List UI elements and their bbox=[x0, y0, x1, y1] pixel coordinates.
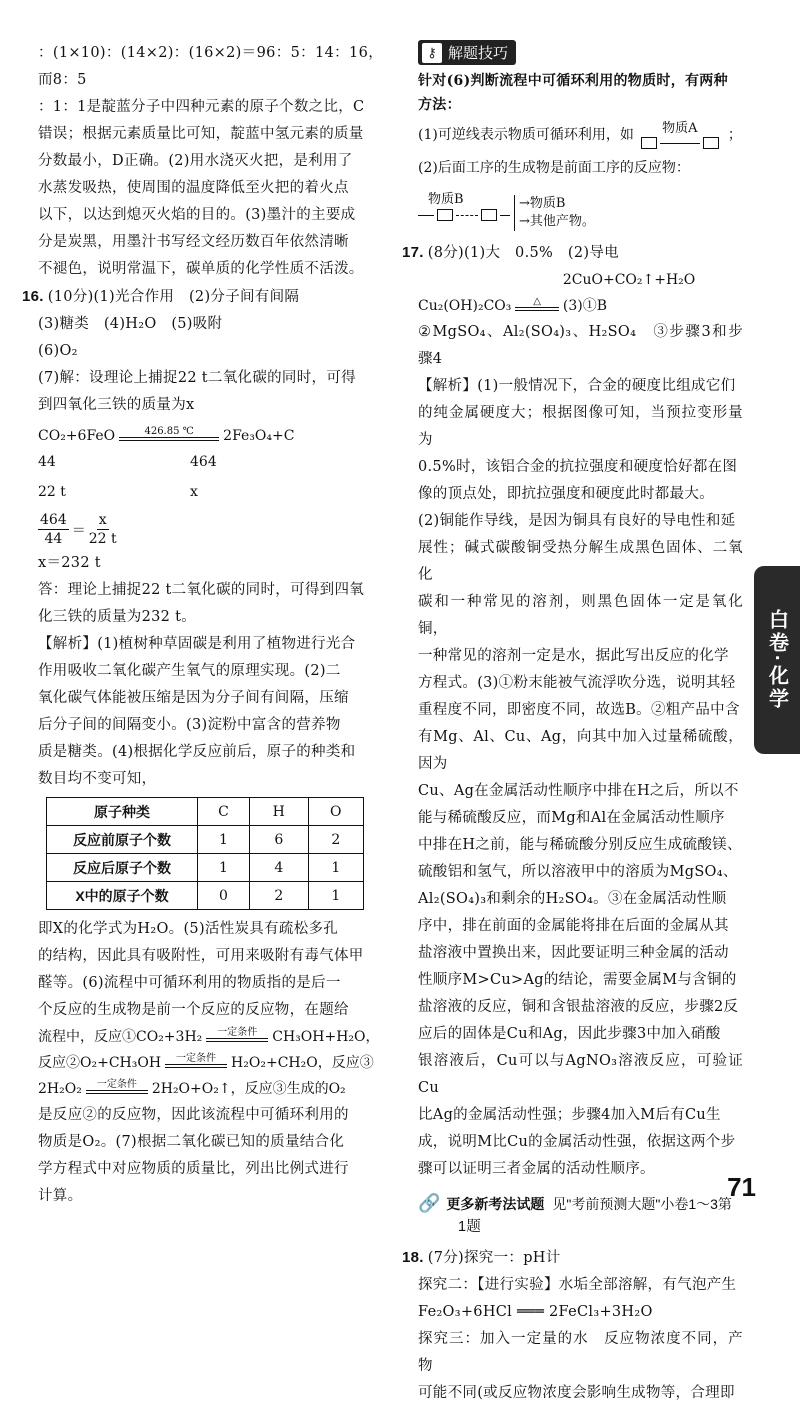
table-cell: C bbox=[198, 798, 250, 826]
q17ana-line: 的纯金属硬度大；根据图像可知，当预拉变形量为 bbox=[418, 405, 743, 448]
after-line: 醛等。(6)流程中可循环利用的物质指的是后一 bbox=[38, 975, 341, 991]
final-line: 是反应②的反应物，因此该流程中可循环利用的 bbox=[38, 1107, 349, 1123]
p1-line: 不褪色，说明常温下，碳单质的化学性质不活泼。 bbox=[38, 261, 364, 277]
ana-line: 数目均不变可知， bbox=[38, 771, 157, 787]
q17ana-line: 碳和一种常见的溶剂，则黑色固体一定是氧化铜， bbox=[418, 594, 743, 637]
table-cell: 1 bbox=[198, 854, 250, 882]
more-questions-banner[interactable]: 🔗 更多新考法试题 见"考前预测大题"小卷1～3第 bbox=[418, 1193, 732, 1213]
q17ana-line: Cu、Ag在金属活动性顺序中排在H之后，所以不 bbox=[418, 783, 739, 799]
q17ana-line: 【解析】(1)一般情况下，合金的硬度比组成它们 bbox=[418, 378, 736, 394]
after-line: 的结构，因此具有吸附性，可用来吸附有毒气体甲 bbox=[38, 948, 364, 964]
q17-analysis bbox=[418, 373, 743, 1183]
q17ana-line: 盐溶液的反应，铜和含银盐溶液的反应，步骤2反 bbox=[418, 999, 739, 1015]
q17ana-line: 像的顶点处，即抗拉强度和硬度此时都最大。 bbox=[418, 486, 714, 502]
reaction-1: 流程中，反应①CO₂+3H₂ 一定条件 CH₃OH+H₂O， bbox=[38, 1027, 380, 1045]
table-cell: 1 bbox=[308, 882, 363, 910]
q17ana-line: 应后的固体是Cu和Ag，因此步骤3中加入硝酸 bbox=[418, 1026, 721, 1042]
q16-proportion: $\frac{464}{44}$ ＝ $\frac{x}{22 t}$ bbox=[40, 512, 117, 547]
table-cell: 6 bbox=[249, 826, 308, 854]
q17-equation: Cu₂(OH)₂CO₃ △ 2CuO+CO₂↑+H₂O (3)①B bbox=[418, 272, 710, 314]
table-cell: 1 bbox=[198, 826, 250, 854]
reversible-diagram: 物质A bbox=[638, 121, 722, 149]
q18-line4: 探究三：加入一定量的水 反应物浓度不同，产物 bbox=[418, 1331, 743, 1374]
q17ana-line: 中排在H之前，能与稀硫酸分别反应生成硫酸镁、 bbox=[418, 837, 742, 853]
q17-number: 17. bbox=[402, 244, 424, 261]
table-row bbox=[47, 882, 364, 910]
q17ana-line: (2)铜能作导线，是因为铜具有良好的导电性和延 bbox=[418, 513, 736, 529]
after-line: 即X的化学式为H₂O。(5)活性炭具有疏松多孔 bbox=[38, 921, 339, 937]
q16-answer bbox=[38, 577, 383, 631]
p1-line: 以下，以达到熄灭火焰的目的。(3)墨汁的主要成 bbox=[38, 207, 356, 223]
q16-equation: CO₂+6FeO 426.85 ℃ 2Fe₃O₄+C bbox=[38, 426, 295, 444]
table-cell: 2 bbox=[249, 882, 308, 910]
table-cell: 4 bbox=[249, 854, 308, 882]
atom-count-table bbox=[46, 797, 364, 910]
q15-analysis-continued bbox=[38, 40, 383, 283]
right-column bbox=[402, 40, 743, 1407]
q16-line4: (7)解：设理论上捕捉22 t二氧化碳的同时，可得 bbox=[38, 370, 356, 386]
ana-line: 氧化碳气体能被压缩是因为分子间有间隔，压缩 bbox=[38, 690, 349, 706]
q18-line2: 探究二：【进行实验】水垢全部溶解，有气泡产生 bbox=[418, 1277, 737, 1293]
q17ana-line: Al₂(SO₄)₃和剩余的H₂SO₄。③在金属活动性顺 bbox=[418, 891, 727, 907]
final-line: 学方程式中对应物质的质量比，列出比例式进行 bbox=[38, 1161, 349, 1177]
q17ana-line: 方程式。(3)①粉末能被气流浮吹分选，说明其轻 bbox=[418, 675, 736, 691]
flow-diagram: 物质B →物质B →其他产物。 bbox=[418, 181, 743, 231]
q17ana-line: 有Mg、Al、Cu、Ag，向其中加入过量稀硫酸，因为 bbox=[418, 729, 743, 772]
after-line: 个反应的生成物是前一个反应的反应物，在题给 bbox=[38, 1002, 349, 1018]
q16-given-row: 22 t x bbox=[38, 484, 198, 500]
q16-line3: (6)O₂ bbox=[38, 343, 78, 359]
table-cell: 1 bbox=[308, 854, 363, 882]
ana-line: 作用吸收二氧化碳产生氧气的原理实现。(2)二 bbox=[38, 663, 341, 679]
tipintro-line: 针对(6)判断流程中可循环利用的物质时，有两种 bbox=[418, 73, 728, 89]
q17ana-line: 0.5%时，该铝合金的抗拉强度和硬度恰好都在图 bbox=[418, 459, 738, 475]
table-cell: O bbox=[308, 798, 363, 826]
q16-result: x＝232 t bbox=[38, 555, 101, 571]
q17ana-line: 重程度不同，即密度不同，故选B。②粗产品中含 bbox=[418, 702, 740, 718]
table-cell: 反应前原子个数 bbox=[47, 826, 198, 854]
q16-analysis bbox=[38, 631, 383, 793]
q17ana-line: 性顺序M>Cu>Ag的结论，需要金属M与含铜的 bbox=[418, 972, 737, 988]
ans-line: 化三铁的质量为232 t。 bbox=[38, 609, 197, 625]
q16-number: 16. bbox=[22, 288, 44, 305]
p1-line: ：1：1是靛蓝分子中四种元素的原子个数之比，C bbox=[38, 99, 365, 115]
reaction-2: 反应②O₂+CH₃OH 一定条件 H₂O₂+CH₂O，反应③ bbox=[38, 1053, 374, 1071]
q17ana-line: 骤可以证明三者金属的活动性顺序。 bbox=[418, 1161, 655, 1177]
q17ana-line: 一种常见的溶剂一定是水，据此写出反应的化学 bbox=[418, 648, 729, 664]
q18-equation: Fe₂O₃+6HCl ═══ 2FeCl₃+3H₂O bbox=[418, 1304, 653, 1320]
ana-line: 【解析】(1)植树种草固碳是利用了植物进行光合 bbox=[38, 636, 356, 652]
reaction-3: 2H₂O₂ 一定条件 2H₂O+O₂↑，反应③生成的O₂ bbox=[38, 1079, 346, 1097]
table-cell: 0 bbox=[198, 882, 250, 910]
q17ana-line: 展性；碱式碳酸铜受热分解生成黑色固体、二氧化 bbox=[418, 540, 743, 583]
q18-line5: 可能不同(或反应物浓度会影响生成物等，合理即 bbox=[418, 1385, 735, 1401]
tip-header bbox=[418, 40, 516, 65]
p1-line: 分是炭黑，用墨汁书写经文经历数百年依然清晰 bbox=[38, 234, 349, 250]
final-line: 物质是O₂。(7)根据二氧化碳已知的质量结合化 bbox=[38, 1134, 345, 1150]
ans-line: 答：理论上捕捉22 t二氧化碳的同时，可得到四氧 bbox=[38, 582, 365, 598]
q18-line1: 18. (7分)探究一：pH计 bbox=[402, 1249, 561, 1266]
q16-line5: 到四氧化三铁的质量为x bbox=[38, 397, 195, 413]
left-column bbox=[22, 40, 383, 1210]
key-icon: ⚷ bbox=[422, 43, 442, 63]
more-questions-ref: 1题 bbox=[458, 1219, 482, 1235]
q16-line2: (3)糖类 (4)H₂O (5)吸附 bbox=[38, 316, 223, 332]
q17ana-line: 能与稀硫酸反应，而Mg和Al在金属活动性顺序 bbox=[418, 810, 725, 826]
q16-mass-row: 44 464 bbox=[38, 454, 217, 470]
table-row bbox=[47, 798, 364, 826]
subject-side-tab: 白卷·化学 bbox=[754, 566, 800, 754]
p1-line: 分数最小，D正确。(2)用水浇灭火把，是利用了 bbox=[38, 153, 353, 169]
table-cell: 原子种类 bbox=[47, 798, 198, 826]
q18-number: 18. bbox=[402, 1249, 424, 1266]
table-cell: 反应后原子个数 bbox=[47, 854, 198, 882]
q16-analysis-after-table bbox=[38, 916, 383, 1024]
table-cell: X中的原子个数 bbox=[47, 882, 198, 910]
q17ana-line: 盐溶液中置换出来，因此要证明三种金属的活动 bbox=[418, 945, 729, 961]
ana-line: 后分子间的间隔变小。(3)淀粉中富含的营养物 bbox=[38, 717, 341, 733]
p1-line: ：(1×10)：(14×2)：(16×2)＝96：5：14：16，而8：5 bbox=[38, 45, 383, 88]
ana-line: 质是糖类。(4)根据化学反应前后，原子的种类和 bbox=[38, 744, 356, 760]
q17ana-line: 成，说明M比Cu的金属活动性强，依据这两个步 bbox=[418, 1134, 736, 1150]
tip-method-2: (2)后面工序的生成物是前面工序的反应物： bbox=[418, 160, 690, 176]
table-cell: H bbox=[249, 798, 308, 826]
q17ana-line: 比Ag的金属活动性强；步骤4加入M后有Cu生 bbox=[418, 1107, 721, 1123]
table-cell: 2 bbox=[308, 826, 363, 854]
q16-analysis-final bbox=[38, 1102, 383, 1210]
p1-line: 水蒸发吸热，使周围的温度降低至火把的着火点 bbox=[38, 180, 349, 196]
page-number: 71 bbox=[727, 1172, 756, 1202]
final-line: 计算。 bbox=[38, 1188, 83, 1204]
q17-line1: 17. (8分)(1)大 0.5% (2)导电 bbox=[402, 244, 619, 261]
table-row bbox=[47, 854, 364, 882]
q17ana-line: 硫酸铝和氢气，所以溶液甲中的溶质为MgSO₄、 bbox=[418, 864, 738, 880]
link-icon: 🔗 bbox=[418, 1193, 441, 1213]
q17-line3: ②MgSO₄、Al₂(SO₄)₃、H₂SO₄ ③步骤3和步骤4 bbox=[418, 324, 743, 367]
q16-line1: 16. (10分)(1)光合作用 (2)分子间有间隔 bbox=[22, 288, 300, 305]
tip-intro bbox=[418, 69, 743, 117]
table-row bbox=[47, 826, 364, 854]
tip-method-1: (1)可逆线表示物质可循环利用，如 物质A ； bbox=[418, 121, 743, 149]
p1-line: 错误；根据元素质量比可知，靛蓝中氢元素的质量 bbox=[38, 126, 364, 142]
tip-title: 解题技巧 bbox=[448, 45, 509, 62]
q17ana-line: 银溶液后，Cu可以与AgNO₃溶液反应，可验证Cu bbox=[418, 1053, 743, 1096]
tipintro-line: 方法： bbox=[418, 97, 461, 113]
q17ana-line: 序中，排在前面的金属能将排在后面的金属从其 bbox=[418, 918, 729, 934]
